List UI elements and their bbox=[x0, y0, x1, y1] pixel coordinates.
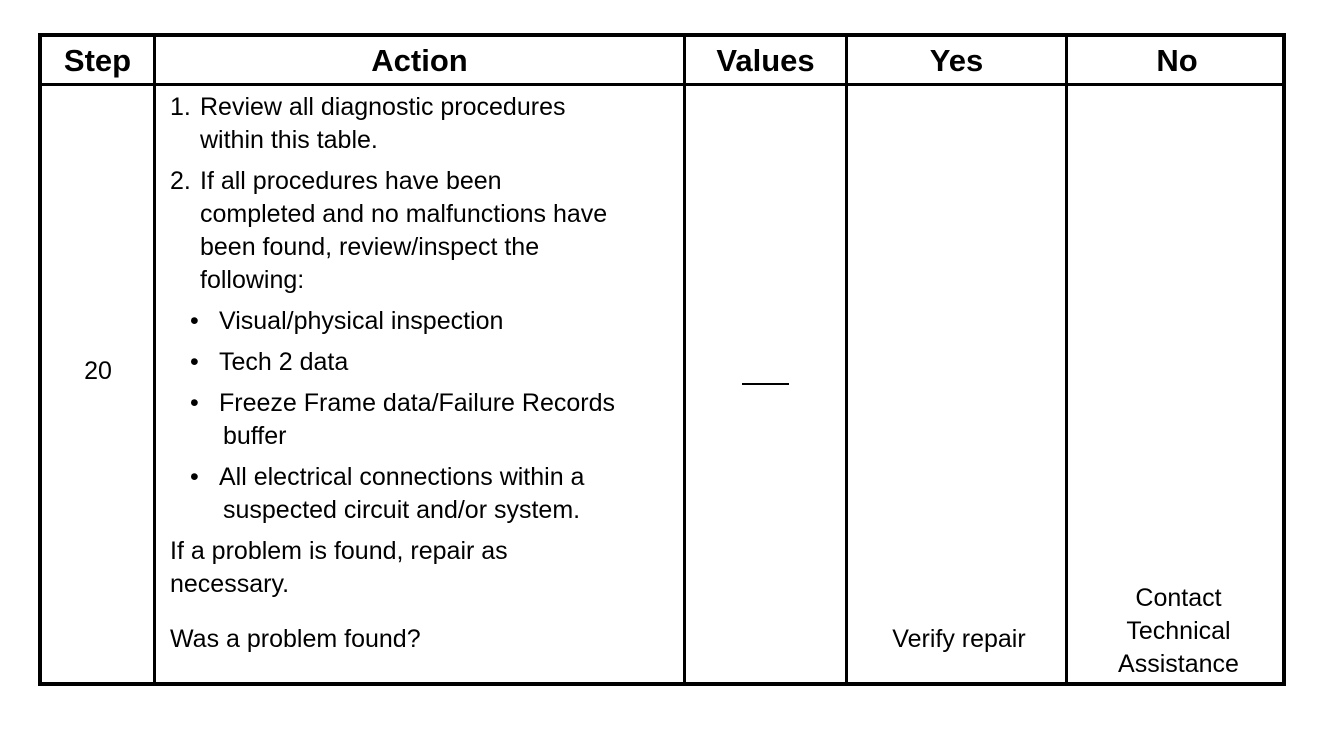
bullet-icon: • bbox=[190, 463, 199, 491]
bullet-item bbox=[170, 387, 680, 453]
bullet-line: Visual/physical inspection bbox=[219, 307, 504, 335]
bullet-item bbox=[170, 305, 680, 338]
header-step: Step bbox=[63, 42, 132, 78]
header-action: Action bbox=[371, 42, 468, 78]
no-result-line: Technical bbox=[1126, 617, 1231, 645]
action-question: Was a problem found? bbox=[170, 625, 421, 653]
bullet-item bbox=[170, 461, 680, 527]
action-item-line: following: bbox=[200, 266, 305, 294]
column-divider bbox=[1065, 37, 1068, 682]
action-item-line: If all procedures have been bbox=[200, 167, 502, 195]
values-empty-dash bbox=[742, 383, 789, 385]
action-item-number: 1. bbox=[170, 93, 191, 121]
bullet-item bbox=[170, 346, 680, 379]
column-divider bbox=[845, 37, 848, 682]
action-cell bbox=[170, 91, 680, 656]
no-result-line: Contact bbox=[1135, 584, 1222, 612]
bullet-icon: • bbox=[190, 307, 199, 335]
repair-note-line: If a problem is found, repair as bbox=[170, 537, 508, 565]
bullet-icon: • bbox=[190, 348, 199, 376]
action-item-number: 2. bbox=[170, 167, 191, 195]
bullet-icon: • bbox=[190, 389, 199, 417]
bullet-line: Freeze Frame data/Failure Records bbox=[219, 389, 615, 417]
yes-result: Verify repair bbox=[892, 625, 1026, 653]
step-number: 20 bbox=[84, 357, 112, 385]
header-values: Values bbox=[716, 42, 815, 78]
action-item-1 bbox=[170, 91, 680, 157]
diagnostic-table bbox=[38, 33, 1286, 686]
action-item-line: completed and no malfunctions have bbox=[200, 200, 608, 228]
action-item-2 bbox=[170, 165, 680, 297]
column-divider bbox=[683, 37, 686, 682]
bullet-line: suspected circuit and/or system. bbox=[223, 496, 581, 524]
action-item-line: within this table. bbox=[200, 126, 378, 154]
bullet-line: Tech 2 data bbox=[219, 348, 349, 376]
header-no: No bbox=[1156, 42, 1198, 78]
bullet-line: buffer bbox=[223, 422, 287, 450]
header-yes: Yes bbox=[929, 42, 984, 78]
action-item-line: been found, review/inspect the bbox=[200, 233, 540, 261]
values-dash-text bbox=[742, 385, 743, 386]
repair-note-line: necessary. bbox=[170, 570, 290, 598]
no-result-line: Assistance bbox=[1118, 650, 1239, 678]
bullet-line: All electrical connections within a bbox=[219, 463, 585, 491]
no-result bbox=[1071, 582, 1286, 681]
action-item-line: Review all diagnostic procedures bbox=[200, 93, 566, 121]
